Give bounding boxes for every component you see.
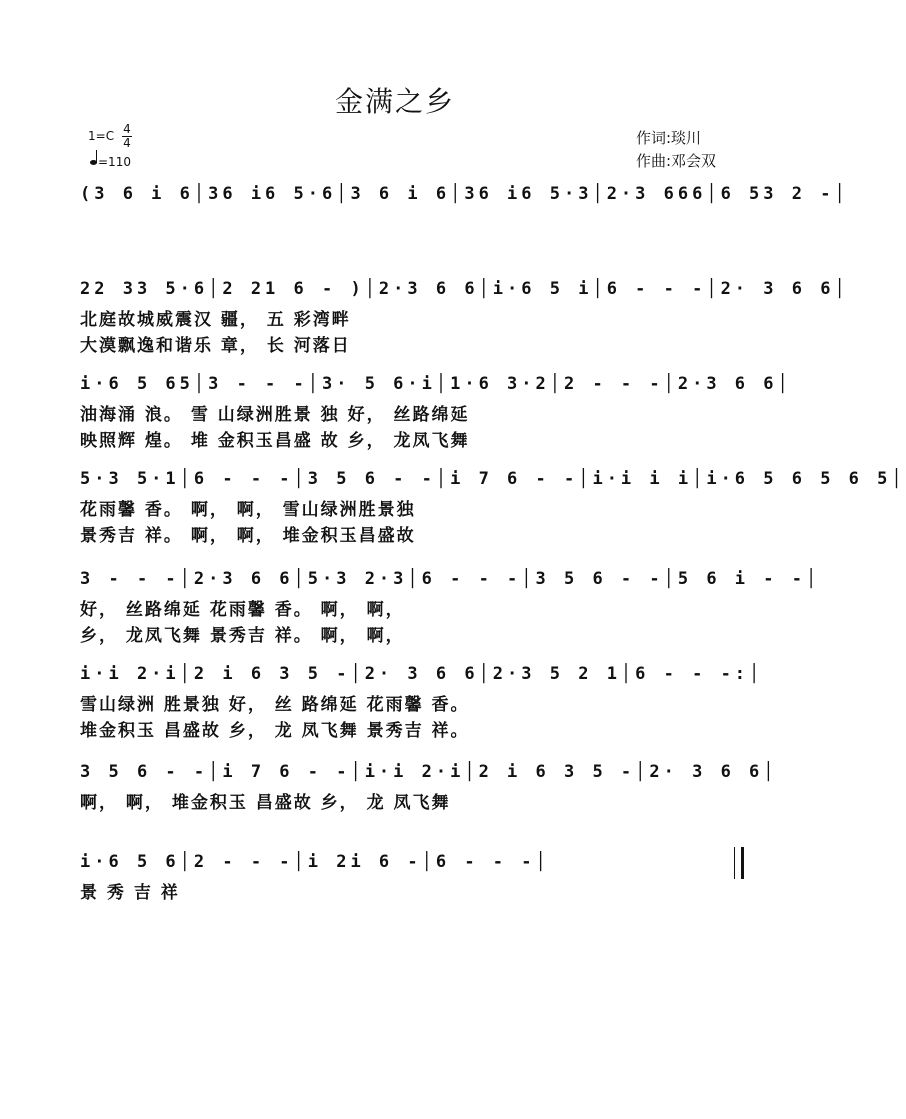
lyric-line: 景秀吉 祥。 啊， 啊， 堆金积玉昌盛故 (80, 526, 416, 546)
notes-text: i·6 5 6│2 - - -│i 2i 6 -│6 - - -│ (80, 852, 550, 872)
time-signature (122, 123, 132, 150)
tempo-value: =110 (98, 155, 131, 169)
score-system (80, 660, 764, 742)
credits (636, 127, 786, 173)
score-system (80, 370, 792, 452)
composer: 作曲:邓会双 (636, 152, 717, 170)
lyricist: 作词:琰川 (636, 129, 702, 147)
notes-text: 22 33 5·6│2 21 6 - )│2·3 6 6│i·6 5 i│6 - - -│2· 3 6 6│ (80, 279, 849, 299)
notes-text: i·6 5 65│3 - - -│3· 5 6·i│1·6 3·2│2 - - -│2·3 6 6│ (80, 374, 792, 394)
notes-text: (3 6 i 6│36 i6 5·6│3 6 i 6│36 i6 5·3│2·3 666│6 53 2 -│ (80, 184, 849, 204)
lyric-line: 北庭故城威震汉 疆， 五 彩湾畔 (80, 310, 351, 330)
notes-line (80, 180, 849, 210)
notes-line (80, 275, 849, 305)
notes-line (80, 758, 778, 788)
tempo-marking (90, 155, 131, 169)
score-system (80, 275, 849, 357)
lyric-line: 乡， 龙凤飞舞 景秀吉 祥。 啊， 啊， (80, 626, 405, 646)
notes-line (80, 660, 764, 690)
lyric-line: 油海涌 浪。 雪 山绿洲胜景 独 好， 丝路绵延 (80, 405, 470, 425)
lyric-line: 景 秀 吉 祥 (80, 883, 180, 903)
notes-line (80, 370, 792, 400)
lyric-line: 映照辉 煌。 堆 金积玉昌盛 故 乡， 龙凤飞舞 (80, 431, 470, 451)
lyric-line: 花雨馨 香。 啊， 啊， 雪山绿洲胜景独 (80, 500, 416, 520)
meter-top: 4 (123, 122, 131, 136)
notes-line (80, 848, 740, 878)
score-system (80, 758, 778, 814)
notes-text: 3 - - -│2·3 6 6│5·3 2·3│6 - - -│3 5 6 - -│5 6 i - -│ (80, 569, 821, 589)
meter-bottom: 4 (123, 136, 131, 150)
score-system (80, 465, 906, 547)
notes-text: 5·3 5·1│6 - - -│3 5 6 - -│i 7 6 - -│i·i i i│i·6 5 6 5 6 5│ (80, 469, 906, 489)
notes-text: 3 5 6 - -│i 7 6 - -│i·i 2·i│2 i 6 3 5 -│2· 3 6 6│ (80, 762, 778, 782)
notes-line (80, 465, 906, 495)
song-title: 金满之乡 (334, 85, 455, 118)
quarter-note-icon (90, 160, 97, 165)
lyric-line: 堆金积玉 昌盛故 乡， 龙 凤飞舞 景秀吉 祥。 (80, 721, 470, 741)
lyric-line: 雪山绿洲 胜景独 好， 丝 路绵延 花雨馨 香。 (80, 695, 470, 715)
lyric-line: 大漠飘逸和谐乐 章， 长 河落日 (80, 336, 351, 356)
key-label: 1=C (88, 129, 115, 143)
final-barline (734, 847, 744, 879)
score-system (80, 565, 821, 647)
notes-text: i·i 2·i│2 i 6 3 5 -│2· 3 6 6│2·3 5 2 1│6 - - -:│ (80, 664, 764, 684)
lyric-line: 啊， 啊， 堆金积玉 昌盛故 乡， 龙 凤飞舞 (80, 793, 451, 813)
lyric-line: 好， 丝路绵延 花雨馨 香。 啊， 啊， (80, 600, 405, 620)
score-system (80, 180, 849, 210)
notes-line (80, 565, 821, 595)
score-system (80, 848, 740, 904)
